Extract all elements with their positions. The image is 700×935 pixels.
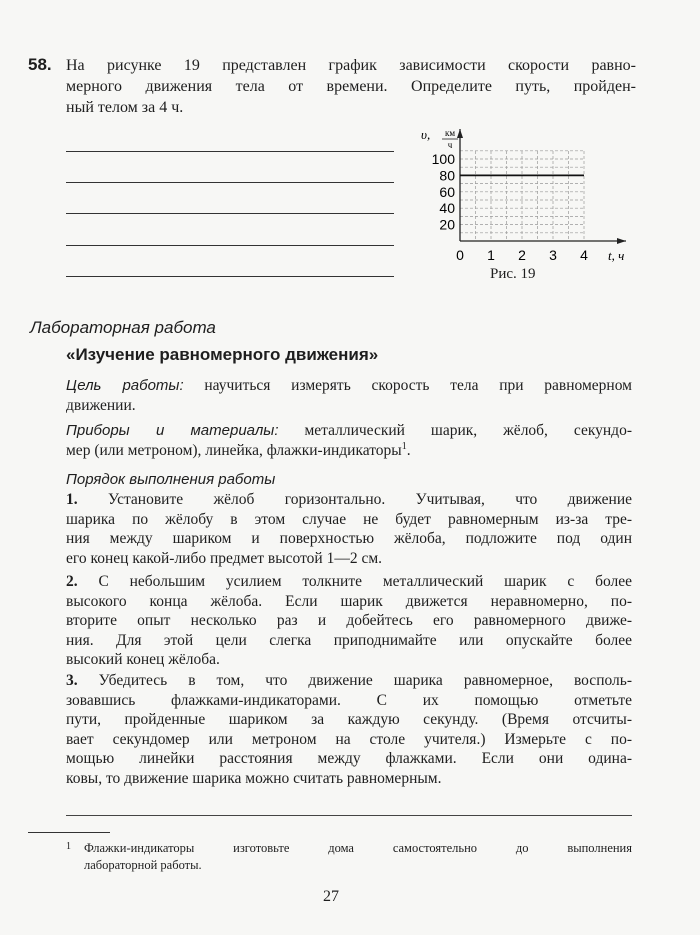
task-text <box>66 55 636 118</box>
answer-line[interactable] <box>66 245 394 246</box>
figure-caption: Рис. 19 <box>490 266 536 282</box>
footnote-mark: 1 <box>66 841 71 852</box>
answer-line[interactable] <box>66 182 394 183</box>
y-tick-label: 80 <box>439 167 455 184</box>
goal-text: движении. <box>66 396 136 414</box>
chart-grid <box>460 151 584 241</box>
x-tick-label: 0 <box>456 247 464 263</box>
materials-text: мер (или метроном), линейка, флажки-индикаторы <box>66 441 402 459</box>
answer-line[interactable] <box>66 151 394 152</box>
task-line: мерного движения тела от времени. Определите путь, пройден- <box>66 78 636 95</box>
answer-line[interactable] <box>66 276 394 277</box>
goal-text: научиться измерять скорость тела при равномерном <box>183 377 632 394</box>
task-number: 58. <box>28 55 52 74</box>
procedure-heading: Порядок выполнения работы <box>66 471 276 488</box>
answer-line[interactable] <box>66 213 394 214</box>
step-3: 3. Убедитесь в том, что движение шарика равномерное, восполь- зовавшись флажками-индикаторами. С их помощью отметьте пути, пройденные шариком за каждую секунду. (Время отсчиты- вает секундомер или метроном на столе учителя.) Измерьте с по- мощью линейки расстояния между флажками. Если они одина- ковы, то движение шарика можно считать равномерным. <box>66 672 632 787</box>
task-line: На рисунке 19 представлен график зависимости скорости равно- <box>66 57 636 74</box>
materials-label: Приборы и материалы: <box>66 422 279 439</box>
x-tick-label: 3 <box>549 247 557 263</box>
step-number: 3. <box>66 672 78 689</box>
x-axis-arrow-icon <box>617 238 626 244</box>
y-axis-arrow-icon <box>457 129 463 138</box>
goal-paragraph <box>66 376 632 415</box>
x-tick-label: 2 <box>518 247 526 263</box>
x-tick-label: 4 <box>580 247 588 263</box>
answer-line[interactable] <box>66 815 632 816</box>
y-tick-label: 20 <box>439 216 455 233</box>
x-tick-label: 1 <box>487 247 495 263</box>
task-line: ный телом за 4 ч. <box>66 99 184 116</box>
materials-text: металлический шарик, жёлоб, секундо- <box>278 422 632 439</box>
step-2: 2. С небольшим усилием толкните металлический шарик с более высокого конца жёлоба. Если шарик движется неравномерно, по- вторите опыт несколько раз и добейтесь его равномерного движе- ния. Для этой цели слегка приподнимайте или опускайте более высокий конец жёлоба. <box>66 573 632 669</box>
footnote-divider <box>28 832 110 833</box>
y-tick-label: 100 <box>431 151 455 167</box>
goal-label: Цель работы: <box>66 377 184 394</box>
y-axis-symbol: υ, <box>421 127 431 142</box>
x-tick-labels <box>456 247 588 263</box>
velocity-time-chart <box>405 122 645 267</box>
step-1: 1. Установите жёлоб горизонтально. Учитывая, что движение шарика по жёлобу в этом случае не будет равномерным из-за тре- ния между шариком и поверхностью жёлоба, подложите под один его конец какой-либо предмет высотой 1—2 см. <box>66 491 632 567</box>
step-number: 2. <box>66 573 78 590</box>
y-axis-unit-denominator: ч <box>447 140 453 150</box>
y-tick-label: 40 <box>439 200 455 217</box>
y-axis-unit-numerator: км <box>444 128 456 138</box>
step-number: 1. <box>66 491 78 508</box>
page-number: 27 <box>323 888 339 905</box>
footnote-line: лабораторной работы. <box>84 858 202 872</box>
footnote-line: Флажки-индикаторы изготовьте дома самостоятельно до выполнения <box>84 841 632 855</box>
y-tick-label: 60 <box>439 183 455 200</box>
materials-paragraph: Приборы и материалы: металлический шарик, жёлоб, секундо- мер (или метроном), линейка, флажки-индикаторы$^1$. <box>66 422 632 459</box>
lab-kind-heading: Лабораторная работа <box>30 318 216 337</box>
lab-title: «Изучение равномерного движения» <box>66 345 379 364</box>
footnote-ref[interactable]: 1 <box>401 440 407 452</box>
x-axis-label: t, ч <box>608 248 625 263</box>
y-tick-labels <box>432 151 456 233</box>
